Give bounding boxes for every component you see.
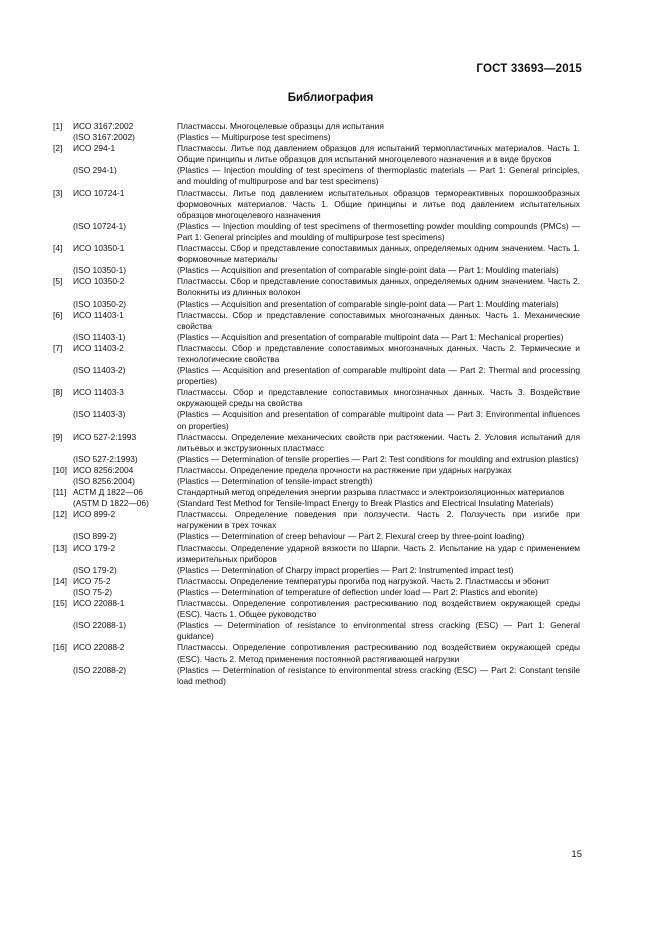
bibliography-entry [53, 498, 580, 509]
bibliography-entry [53, 299, 580, 310]
entry-code: (ISO 527-2:1993) [73, 453, 138, 464]
entry-code: (ISO 3167:2002) [73, 132, 135, 143]
entry-title: (Plastics — Acquisition and presentation of comparable single-point data — Part 1: Moulding materials) [177, 265, 559, 276]
entry-number: [3] [53, 187, 63, 198]
entry-code: (ISO 294-1) [73, 165, 117, 176]
entry-title: (Standard Test Method for Tensile-Impact Energy to Break Plastics and Electrical Insulating Materials) [177, 498, 554, 509]
entry-number: [1] [53, 121, 63, 131]
entry-title: Пластмассы. Определение механических свойств при растяжении. Часть 2. Условия испытаний для литьевых и экструзионных пластмасс [177, 431, 580, 453]
entry-code: ИСО 22088-2 [73, 642, 125, 653]
entry-code: ИСО 10724-1 [73, 187, 125, 198]
entry-number: [9] [53, 431, 63, 442]
entry-code: (ISO 11403-3) [73, 409, 126, 420]
entry-code: ИСО 899-2 [73, 509, 116, 520]
entry-number [53, 665, 73, 687]
entry-code: ИСО 11403-2 [73, 342, 124, 353]
entry-title: Стандартный метод определения энергии разрыва пластмасс и электроизоляционных материалов [177, 487, 565, 498]
entry-title: (Plastics — Injection moulding of test specimens of thermoplastic materials — Part 1: General principles, and moulding of multipurpose and bar test specimens) [177, 165, 580, 187]
entry-code: ИСО 179-2 [73, 542, 116, 553]
entry-number: [10] [53, 464, 67, 475]
bibliography-entry [53, 165, 580, 187]
bibliography-entry [53, 642, 580, 664]
bibliography-entry [53, 265, 580, 276]
entry-title: Пластмассы. Многоцелевые образцы для испытания [177, 121, 384, 131]
bibliography-entry [53, 476, 580, 487]
entry-number [53, 332, 73, 343]
entry-code: (ISO 11403-1) [73, 331, 126, 342]
entry-code: ИСО 11403-3 [73, 387, 124, 398]
entry-number: [14] [53, 575, 67, 586]
entry-code: (ISO 10724-1) [73, 220, 127, 231]
bibliography-entry [53, 531, 580, 542]
entry-title: Пластмассы. Сбор и представление сопоставимых многозначных данных. Часть 1. Механические свойства [177, 309, 580, 331]
entry-title: Пластмассы. Литье под давлением образцов для испытаний термопластичных материалов. Часть 1. Общие принципы и литье образцов для испытаний многоцелевого назначения и в виде брусков [177, 143, 580, 165]
entry-title: (Plastics — Acquisition and presentation of comparable multipoint data — Part 2: Thermal and processing properties) [177, 365, 580, 387]
entry-number [53, 498, 73, 509]
entry-title: Пластмассы. Определение предела прочности на растяжение при ударных нагрузках [177, 464, 512, 475]
bibliography-entry [53, 620, 580, 642]
entry-title: (Plastics — Determination of tensile properties — Part 2: Test conditions for moulding and extrusion plastics) [177, 453, 579, 464]
entry-number [53, 132, 73, 143]
entry-code: (ISO 899-2) [73, 531, 117, 542]
bibliography-list [53, 121, 580, 687]
bibliography-entry [53, 565, 580, 576]
entry-number [53, 620, 73, 642]
entry-number: [7] [53, 342, 63, 353]
entry-title: Пластмассы. Определение поведения при ползучести. Часть 2. Ползучесть при изгибе при нагружении в трех точках [177, 509, 580, 531]
entry-number [53, 565, 73, 576]
entry-number [53, 409, 73, 431]
bibliography-entry [53, 465, 580, 476]
entry-number: [16] [53, 642, 67, 653]
bibliography-entry [53, 665, 580, 687]
bibliography-entry [53, 509, 580, 531]
entry-title: Пластмассы. Сбор и представление сопоставимых многозначных данных. Часть 2. Термические и технологические свойства [177, 342, 580, 364]
entry-title: (Plastics — Determination of tensile-impact strength) [177, 476, 373, 486]
entry-title: Пластмассы. Сбор и представление сопоставимых данных, определяемых одним значением. Часть 2. Волокниты из длинных волокон [177, 276, 580, 298]
entry-number [53, 299, 73, 310]
entry-number: [8] [53, 387, 63, 398]
entry-title: Пластмассы. Определение температуры прогиба под нагрузкой. Часть 2. Пластмассы и эбонит [177, 575, 550, 586]
entry-title: (Plastics — Determination of temperature of deflection under load — Part 2: Plastics and ebonite) [177, 586, 538, 597]
entry-number: [4] [53, 243, 63, 254]
entry-number [53, 221, 73, 243]
page-number: 15 [571, 849, 582, 860]
entry-title: (Plastics — Injection moulding of test specimens of thermosetting powder moulding compounds (PMCs) — Part 1: General principles and moulding of multipurpose test specimens) [177, 220, 580, 242]
entry-code: ИСО 8256:2004 [73, 464, 134, 475]
entry-code: ИСО 3167:2002 [73, 121, 134, 131]
bibliography-entry [53, 487, 580, 498]
entry-number: [11] [53, 487, 67, 498]
entry-title: (Plastics — Acquisition and presentation of comparable single-point data — Part 1: Moulding materials) [177, 298, 559, 309]
entry-number [53, 454, 73, 465]
bibliography-entry [53, 576, 580, 587]
entry-title: (Plastics — Determination of resistance to environmental stress cracking (ESC) — Part 1: General guidance) [177, 620, 580, 642]
entry-code: ИСО 22088-1 [73, 598, 125, 609]
entry-title: (Plastics — Determination of creep behaviour — Part 2. Flexural creep by three-point loading) [177, 531, 525, 542]
bibliography-entry [53, 332, 580, 343]
entry-code: ИСО 75-2 [73, 575, 111, 586]
bibliography-entry [53, 221, 580, 243]
entry-title: Пластмассы. Определение ударной вязкости по Шарпи. Часть 2. Испытание на удар с применением измерительных приборов [177, 542, 580, 564]
bibliography-entry [53, 598, 580, 620]
entry-number: [5] [53, 276, 63, 287]
entry-title: Пластмассы. Литье под давлением испытательных образцов термореактивных порошкообразных формовочных материалов. Часть 1. Общие принципы и литье под давлением испытательных образцов многоцелевого назначения [177, 187, 580, 220]
entry-title: Пластмассы. Определение сопротивления растрескиванию под воздействием окружающей среды (ESC). Часть 2. Метод применения постоянной растягивающей нагрузки [177, 642, 580, 664]
entry-code: (ISO 10350-2) [73, 298, 127, 309]
document-header: ГОСТ 33693—2015 [476, 63, 582, 75]
entry-title: (Plastics — Multipurpose test specimens) [177, 132, 331, 143]
entry-number [53, 365, 73, 387]
bibliography-entry [53, 243, 580, 265]
section-title: Библиография [287, 92, 374, 104]
bibliography-entry [53, 543, 580, 565]
entry-code: (ISO 8256:2004) [73, 476, 135, 486]
bibliography-entry [53, 454, 580, 465]
entry-number: [15] [53, 598, 67, 609]
entry-title: Пластмассы. Сбор и представление сопоставимых данных, определяемых одним значением. Часть 1. Формовочные материалы [177, 243, 580, 265]
bibliography-entry [53, 409, 580, 431]
entry-title: (Plastics — Acquisition and presentation of comparable multipoint data — Part 3: Environmental influences on properties) [177, 409, 580, 431]
bibliography-entry [53, 188, 580, 221]
bibliography-entry [53, 121, 580, 132]
entry-code: АСТМ Д 1822—06 [73, 487, 143, 498]
entry-code: ИСО 10350-2 [73, 276, 125, 287]
entry-code: (ISO 10350-1) [73, 265, 127, 276]
bibliography-entry [53, 432, 580, 454]
bibliography-entry [53, 143, 580, 165]
entry-code: (ISO 22088-1) [73, 620, 127, 631]
bibliography-entry [53, 587, 580, 598]
entry-number [53, 531, 73, 542]
entry-title: (Plastics — Acquisition and presentation of comparable multipoint data — Part 1: Mechanical properties) [177, 331, 564, 342]
entry-code: (ISO 75-2) [73, 586, 113, 597]
bibliography-entry [53, 276, 580, 298]
entry-code: ИСО 11403-1 [73, 309, 124, 320]
entry-title: (Plastics — Determination of resistance to environmental stress cracking (ESC) — Part 2: Constant tensile load method) [177, 664, 580, 686]
bibliography-entry [53, 310, 580, 332]
entry-number: [12] [53, 509, 67, 520]
bibliography-entry [53, 387, 580, 409]
entry-code: (ISO 22088-2) [73, 664, 127, 675]
bibliography-entry [53, 343, 580, 365]
entry-code: ИСО 10350-1 [73, 243, 125, 254]
bibliography-entry [53, 365, 580, 387]
entry-number [53, 587, 73, 598]
entry-number: [13] [53, 542, 67, 553]
entry-number [53, 476, 73, 487]
entry-number [53, 265, 73, 276]
entry-code: (ASTM D 1822—06) [73, 498, 149, 509]
entry-title: Пластмассы. Определение сопротивления растрескиванию под воздействием окружающей среды (ESC). Часть 1. Общее руководство [177, 598, 580, 620]
entry-code: (ISO 179-2) [73, 564, 117, 575]
entry-code: ИСО 527-2:1993 [73, 431, 137, 442]
entry-number [53, 165, 73, 187]
entry-code: (ISO 11403-2) [73, 365, 126, 376]
entry-number: [6] [53, 309, 63, 320]
entry-number: [2] [53, 143, 63, 154]
bibliography-entry [53, 132, 580, 143]
entry-code: ИСО 294-1 [73, 143, 116, 154]
entry-title: Пластмассы. Сбор и представление сопоставимых многозначных данных. Часть 3. Воздействие окружающей среды на свойства [177, 387, 580, 409]
entry-title: (Plastics — Determination of Charpy impact properties — Part 2: Instrumented impact test) [177, 564, 514, 575]
